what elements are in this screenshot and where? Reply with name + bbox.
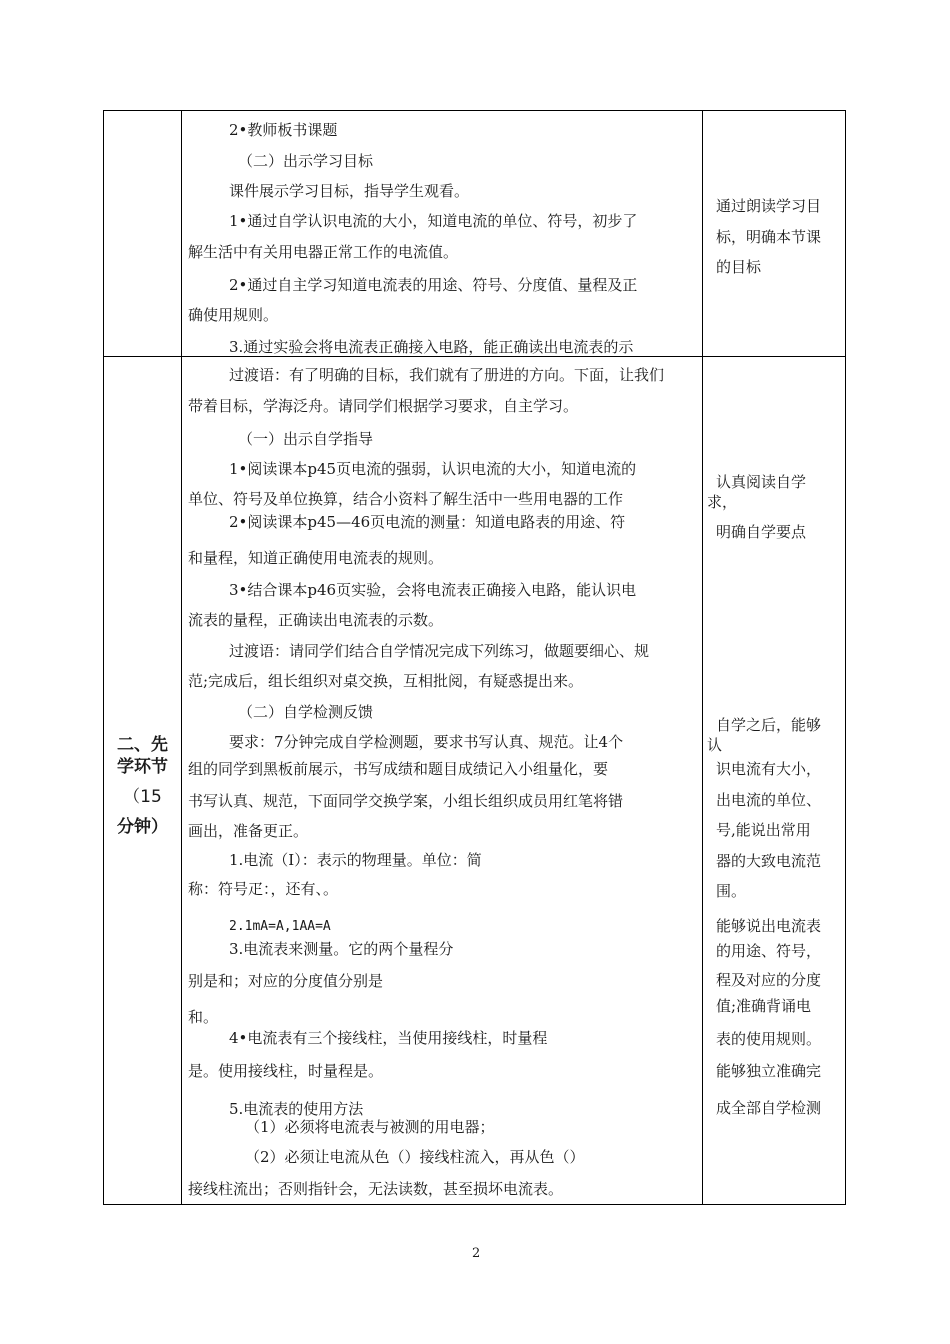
row2-line-3: （一）出示自学指导 (238, 430, 374, 448)
row2-intent-line-2: 求， (707, 493, 738, 511)
row2-line-11: 范;完成后，组长组织对桌交换，互相批阅，有疑惑提出来。 (188, 672, 584, 690)
row2-line-24: 是。使用接线柱，时量程是。 (188, 1062, 384, 1080)
row2-line-27: （2）必须让电流从色（）接线柱流入，再从色（） (245, 1148, 585, 1166)
table-border-left (103, 110, 104, 1205)
row2-intent-line-17: 成全部自学检测 (716, 1099, 822, 1117)
row2-line-4: 1•阅读课本p45页电流的强弱，认识电流的大小，知道电流的 (229, 460, 637, 478)
row2-line-16: 画出，准备更正。 (188, 822, 309, 840)
row2-line-1: 过渡语：有了明确的目标，我们就有了册进的方向。下面，让我们 (229, 366, 665, 384)
row1-intent-line-3: 的目标 (716, 258, 762, 276)
row2-intent-line-1: 认真阅读自学 (716, 473, 807, 491)
table-border-right (845, 110, 846, 1205)
row1-line-6: 2•通过自主学习知道电流表的用途、符号、分度值、量程及正 (229, 276, 638, 294)
row1-intent-line-1: 通过朗读学习目 (716, 197, 822, 215)
row-divider (103, 356, 846, 357)
column-divider-1 (181, 110, 182, 1205)
row2-intent-line-3: 明确自学要点 (716, 523, 807, 541)
row2-intent-line-4: 自学之后，能够 (716, 716, 822, 734)
row2-line-22: 和。 (188, 1008, 219, 1026)
stage-line-4: 分钟） (117, 817, 168, 837)
row2-line-7: 和量程，知道正确使用电流表的规则。 (188, 549, 444, 567)
row2-line-10: 过渡语：请同学们结合自学情况完成下列练习，做题要细心、规 (229, 642, 650, 660)
row2-intent-line-10: 围。 (716, 882, 747, 900)
row2-intent-line-5: 认 (707, 736, 723, 754)
page-number: 2 (472, 1246, 481, 1261)
table-border-top (103, 110, 846, 111)
row2-intent-line-8: 号,能说出常用 (716, 821, 811, 839)
row1-line-4: 1•通过自学认识电流的大小，知道电流的单位、符号，初步了 (229, 212, 638, 230)
row2-intent-line-14: 值;准确背诵电 (716, 997, 812, 1015)
row2-line-12: （二）自学检测反馈 (238, 703, 374, 721)
row2-intent-line-12: 的用途、符号， (716, 942, 822, 960)
row2-line-14: 组的同学到黑板前展示，书写成绩和题目成绩记入小组量化，要 (188, 760, 609, 778)
row2-line-9: 流表的量程，正确读出电流表的示数。 (188, 611, 444, 629)
row1-line-7: 确使用规则。 (188, 306, 279, 324)
stage-line-2: 学环节 (117, 757, 168, 777)
row2-line-19: 2.1mA=A,1AA=A (229, 919, 331, 934)
row2-intent-line-15: 表的使用规则。 (716, 1030, 822, 1048)
row2-line-5: 单位、符号及单位换算，结合小资料了解生活中一些用电器的工作 (188, 490, 624, 508)
row2-line-2: 带着目标，学海泛舟。请同学们根据学习要求，自主学习。 (188, 397, 579, 415)
stage-line-3: （15 (123, 787, 162, 807)
row2-line-17: 1.电流（I）：表示的物理量。单位：简 (229, 851, 482, 869)
row2-line-13: 要求：7分钟完成自学检测题，要求书写认真、规范。让4个 (229, 733, 624, 751)
row2-intent-line-7: 出电流的单位、 (716, 791, 822, 809)
row2-intent-line-9: 器的大致电流范 (716, 852, 822, 870)
row1-line-1: 2•教师板书课题 (229, 121, 338, 139)
row2-line-20: 3.电流表来测量。它的两个量程分 (229, 940, 454, 958)
row2-line-21: 别是和；对应的分度值分别是 (188, 972, 384, 990)
row2-line-8: 3•结合课本p46页实验，会将电流表正确接入电路，能认识电 (229, 581, 637, 599)
row2-line-23: 4•电流表有三个接线柱，当使用接线柱，时量程 (229, 1029, 548, 1047)
row2-line-28: 接线柱流出；否则指针会，无法读数，甚至损坏电流表。 (188, 1180, 564, 1198)
table-border-bottom (103, 1204, 846, 1205)
row1-line-5: 解生活中有关用电器正常工作的电流值。 (188, 243, 459, 261)
row2-line-18: 称：符号疋：，还有、。 (188, 880, 339, 898)
row2-intent-line-16: 能够独立准确完 (716, 1062, 822, 1080)
row2-line-6: 2•阅读课本p45—46页电流的测量：知道电路表的用途、符 (229, 513, 626, 531)
row1-line-3: 课件展示学习目标，指导学生观看。 (229, 182, 470, 200)
stage-line-1: 二、先 (117, 735, 168, 755)
row1-intent-line-2: 标，明确本节课 (716, 228, 822, 246)
row1-line-8: 3.通过实验会将电流表正确接入电路，能正确读出电流表的示 (229, 338, 634, 356)
row2-line-15: 书写认真、规范，下面同学交换学案，小组长组织成员用红笔将错 (188, 792, 624, 810)
row2-intent-line-6: 识电流有大小， (716, 760, 822, 778)
column-divider-2 (702, 110, 703, 1205)
row2-intent-line-11: 能够说出电流表 (716, 917, 822, 935)
row2-line-25: 5.电流表的使用方法 (229, 1100, 364, 1118)
row1-line-2: （二）出示学习目标 (238, 152, 374, 170)
row2-line-26: （1）必须将电流表与被测的用电器； (245, 1118, 495, 1136)
row2-intent-line-13: 程及对应的分度 (716, 971, 822, 989)
